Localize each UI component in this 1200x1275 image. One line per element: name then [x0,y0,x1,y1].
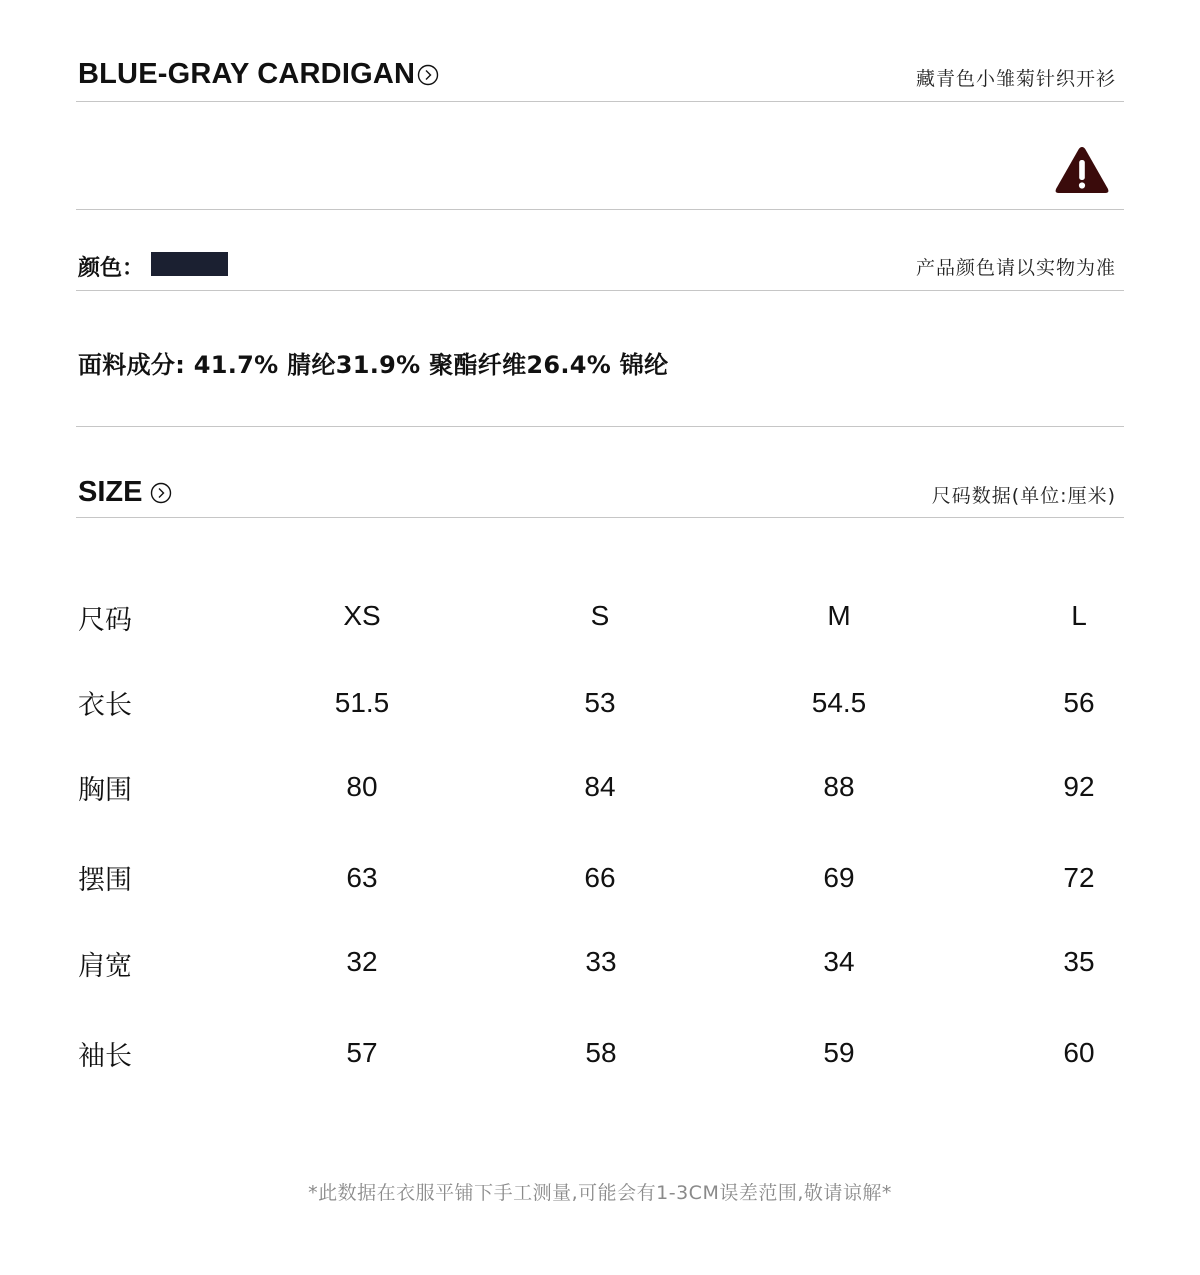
table-cell: 56 [1063,687,1095,718]
table-cell: 54.5 [811,687,867,718]
table-row-label: 胸围 [78,775,132,806]
table-cell: 66 [584,862,616,893]
table-row-label: 衣长 [78,690,132,721]
table-row-label: 摆围 [78,865,132,896]
table-cell: 35 [1063,946,1095,977]
table-row-label: 肩宽 [78,951,132,982]
divider [76,209,1124,210]
fabric-composition: 面料成分: 41.7% 腈纶31.9% 聚酯纤维26.4% 锦纶 [78,351,669,379]
table-cell: 58 [585,1037,617,1068]
table-cell: 53 [584,687,616,718]
table-cell: 69 [823,862,855,893]
size-title: SIZE [78,476,143,508]
table-cell: 63 [346,862,378,893]
table-cell: 32 [346,946,378,977]
product-title: BLUE-GRAY CARDIGAN [78,58,416,90]
table-cell: 57 [346,1037,378,1068]
table-cell: 59 [823,1037,855,1068]
divider [76,290,1124,291]
table-header-cell: L [1071,600,1087,631]
table-cell: 72 [1063,862,1095,893]
color-swatch [151,252,228,276]
measurement-footnote: *此数据在衣服平铺下手工测量,可能会有1-3CM误差范围,敬请谅解* [308,1182,892,1204]
divider [76,426,1124,427]
table-cell: 60 [1063,1037,1095,1068]
table-row-label: 袖长 [78,1041,132,1072]
table-cell: 80 [346,771,378,802]
color-disclaimer: 产品颜色请以实物为准 [915,257,1116,279]
table-header-cell: M [827,600,851,631]
table-cell: 33 [585,946,617,977]
table-cell: 51.5 [334,687,390,718]
table-cell: 34 [823,946,855,977]
chevron-right-circle-icon [417,64,439,86]
table-header-cell: S [590,600,610,631]
product-title-row [78,58,439,91]
table-cell: 88 [823,771,855,802]
table-header-cell: XS [343,600,381,631]
product-subtitle: 藏青色小雏菊针织开衫 [915,68,1116,90]
divider [76,101,1124,102]
table-cell: 84 [584,771,616,802]
color-label: 颜色： [78,256,145,281]
size-title-row [78,476,172,509]
table-header-label: 尺码 [78,605,132,636]
table-cell: 92 [1063,771,1095,802]
warning-triangle-icon [1054,145,1110,195]
divider [76,517,1124,518]
size-unit-note: 尺码数据(单位:厘米) [931,485,1116,507]
chevron-right-circle-icon [150,482,172,504]
